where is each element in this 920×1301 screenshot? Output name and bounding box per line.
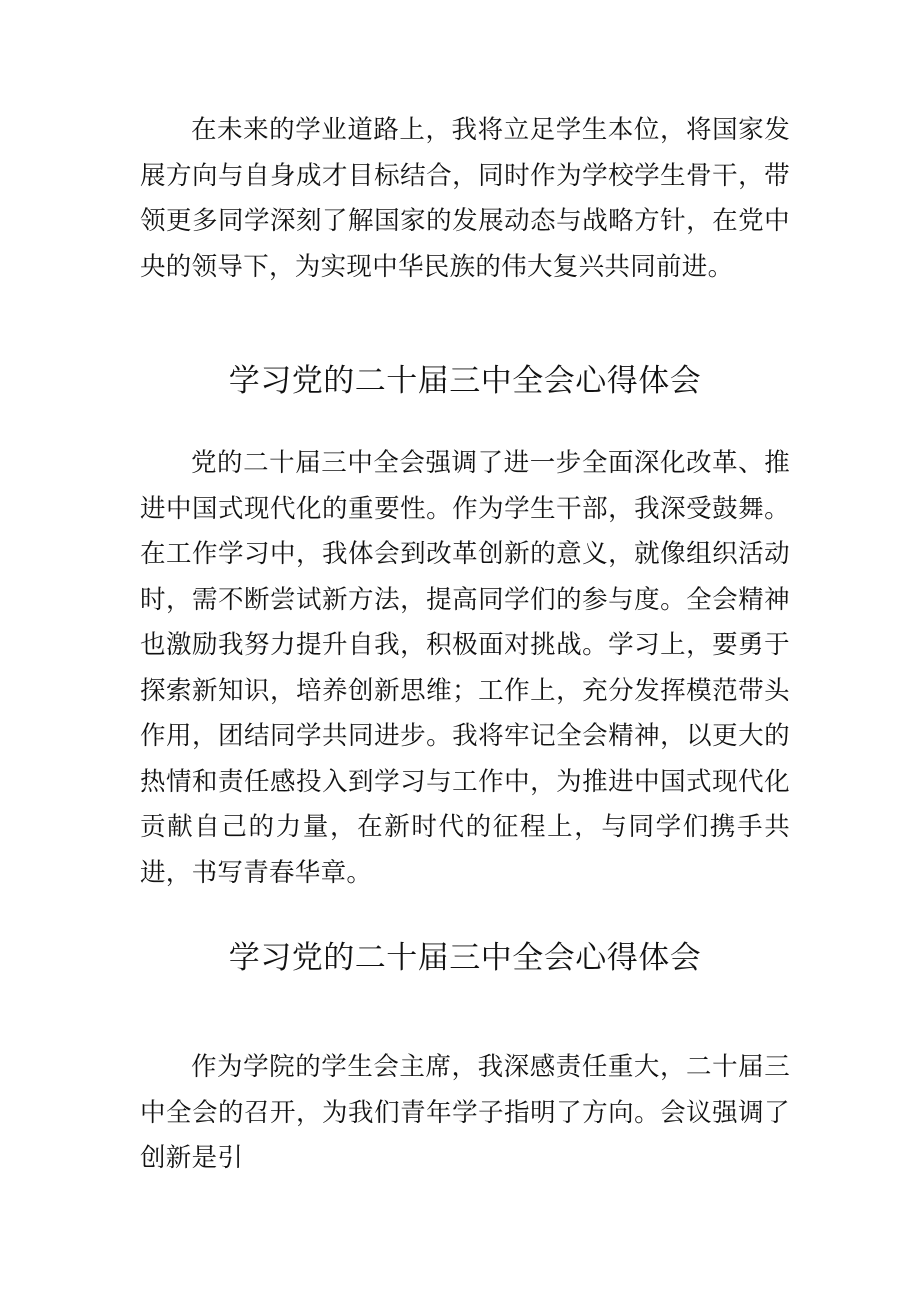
body-paragraph: 党的二十届三中全会强调了进一步全面深化改革、推进中国式现代化的重要性。作为学生干部，我深受鼓舞。在工作学习中，我体会到改革创新的意义，就像组织活动时，需不断尝试新方法，提高同学们的参与度。全会精神也激励我努力提升自我，积极面对挑战。学习上，要勇于探索新知识，培养创新思维；工作上，充分发挥模范带头作用，团结同学共同进步。我将牢记全会精神，以更大的热情和责任感投入到学习与工作中，为推进中国式现代化贡献自己的力量，在新时代的征程上，与同学们携手共进，书写青春华章。 [140,448,790,888]
section-heading: 学习党的二十届三中全会心得体会 [228,363,702,399]
body-paragraph: 作为学院的学生会主席，我深感责任重大，二十届三中全会的召开，为我们青年学子指明了方向。会议强调了创新是引 [140,1052,790,1173]
section-heading: 学习党的二十届三中全会心得体会 [228,940,702,976]
body-paragraph: 在未来的学业道路上，我将立足学生本位，将国家发展方向与自身成才目标结合，同时作为学校学生骨干，带领更多同学深刻了解国家的发展动态与战略方针，在党中央的领导下，为实现中华民族的伟大复兴共同前进。 [140,115,790,282]
